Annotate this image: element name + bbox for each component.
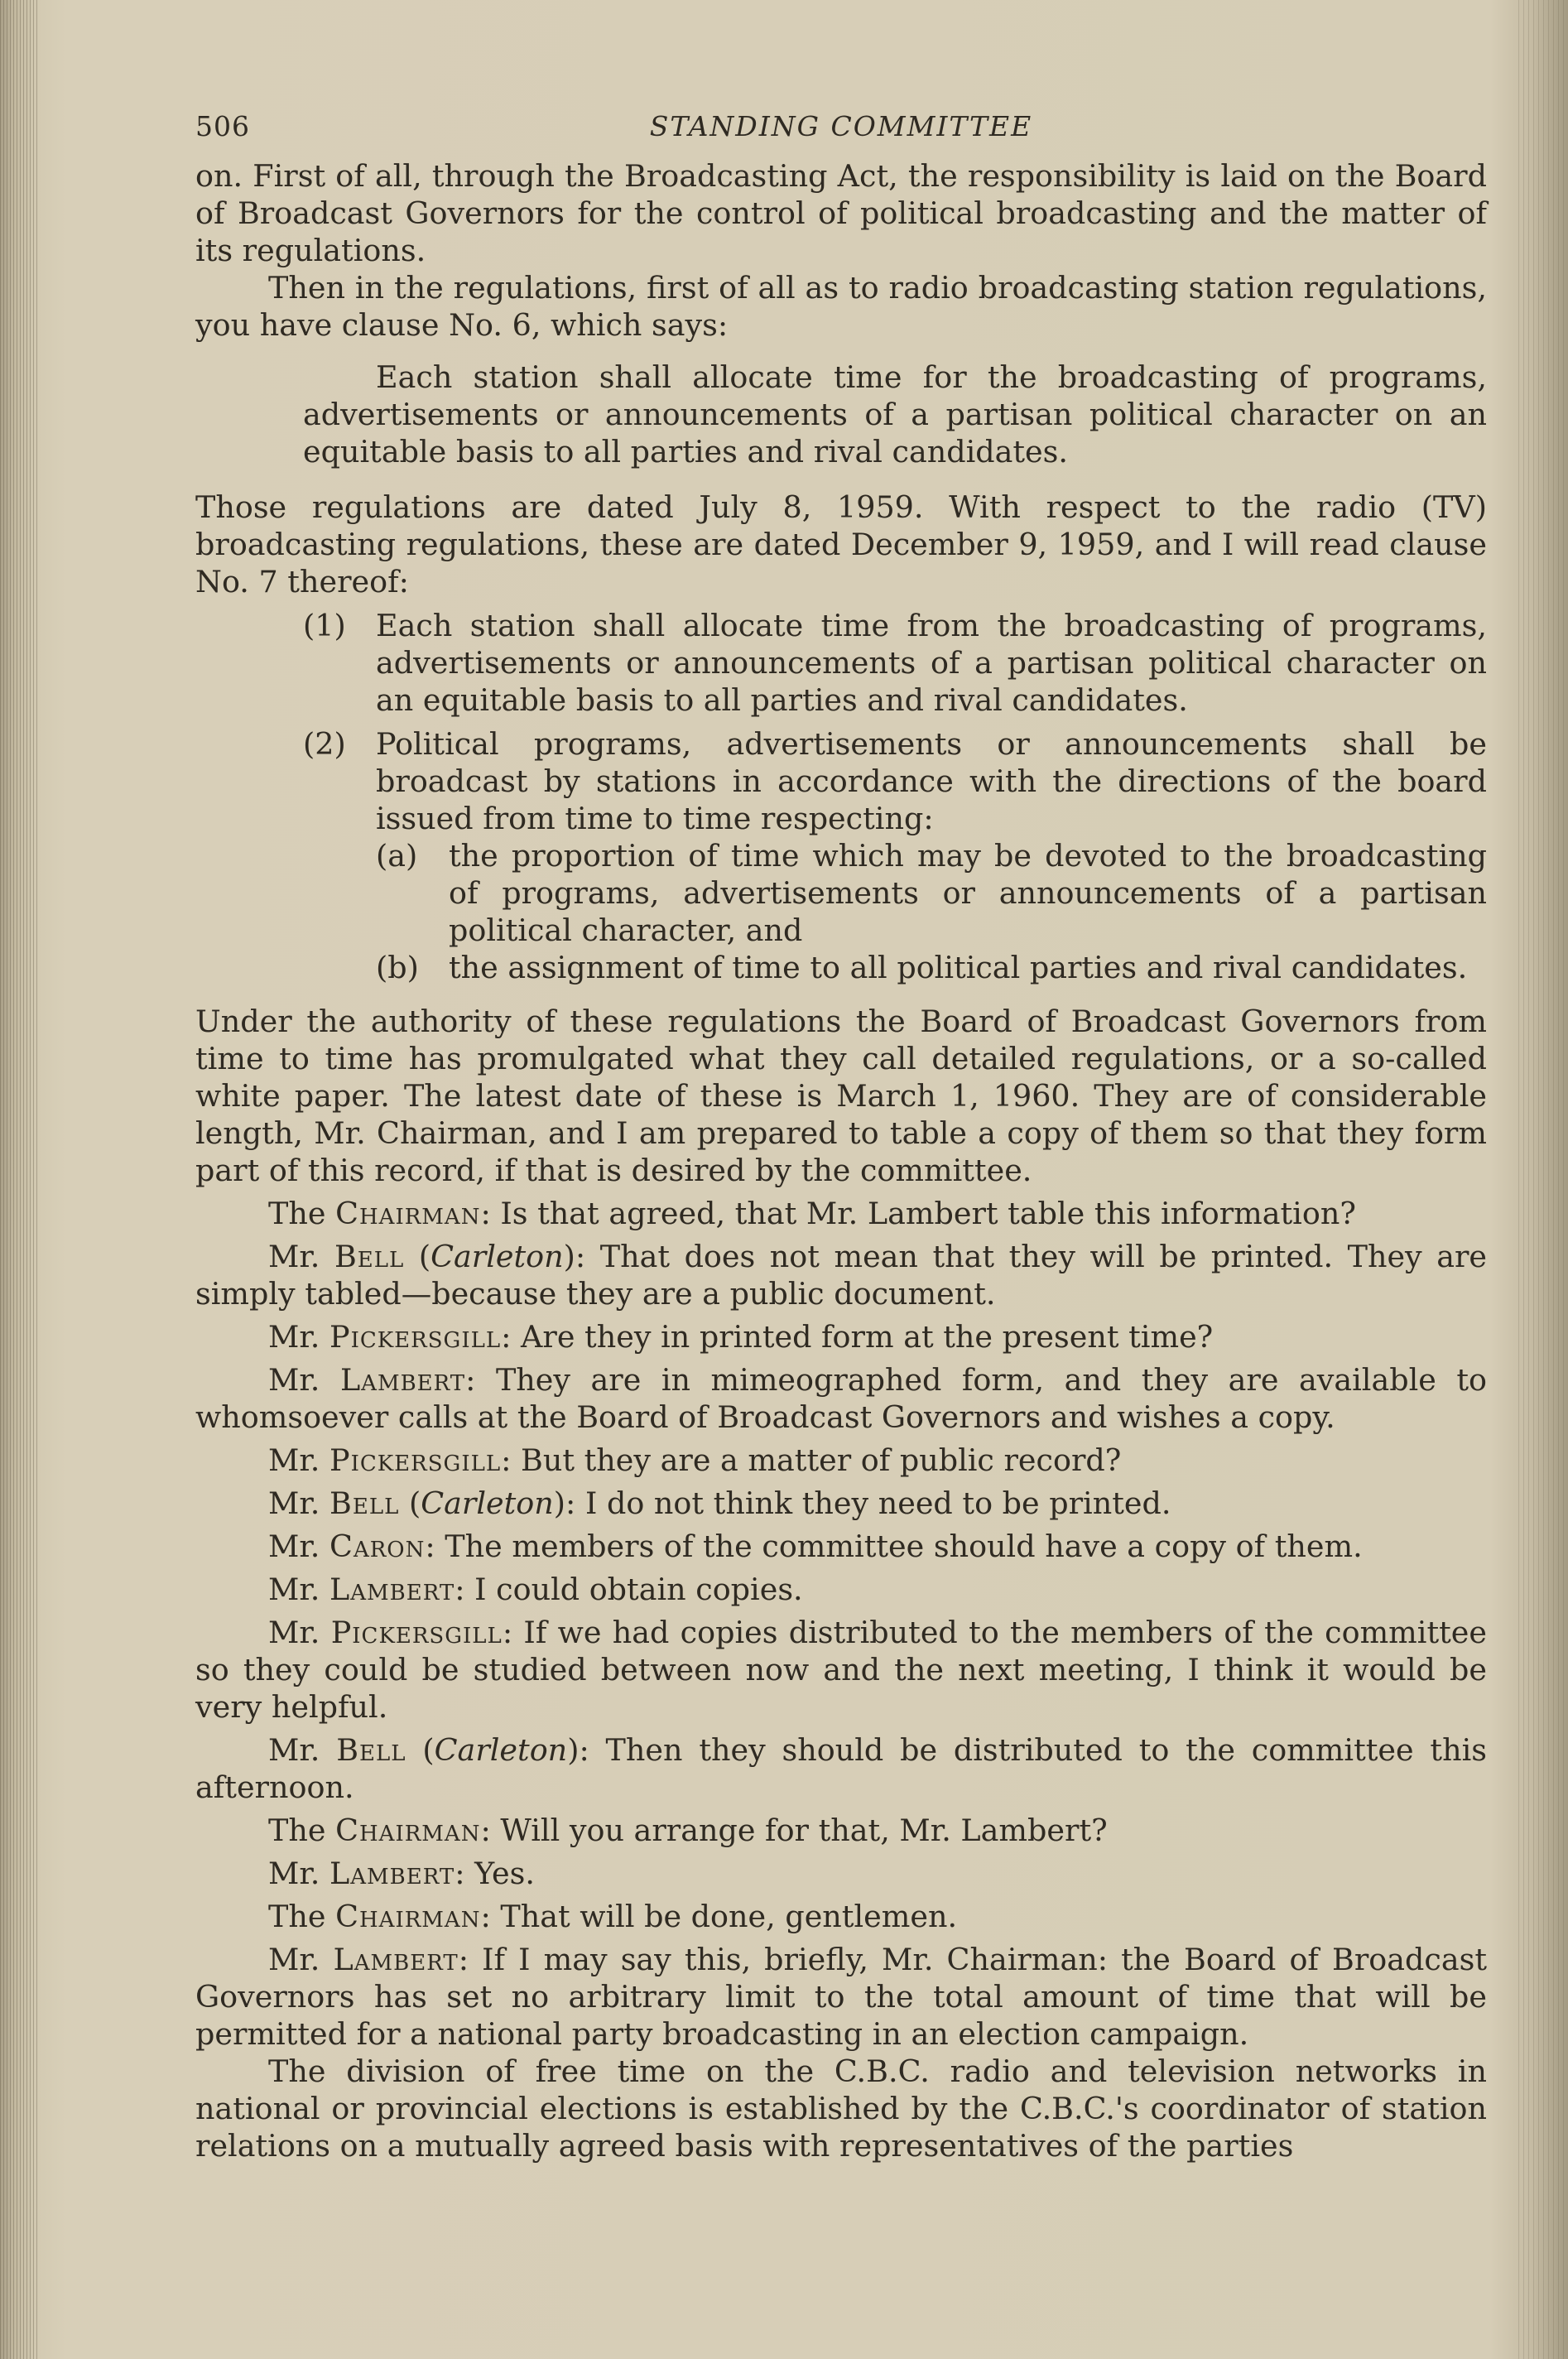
speech-paragraph: Mr. Lambert: Yes. [268,1856,535,1891]
speaker-title: Mr. [268,1615,320,1650]
clause-item [303,725,1487,837]
speech-paragraph: Mr. Bell (Carleton): Then they should be distributed to the committee this afternoon. [195,1732,1487,1805]
speech-paragraph: The Chairman: Will you arrange for that, Mr. Lambert? [268,1813,1108,1848]
speaker-title: Mr. [268,1319,320,1355]
speaker-title: Mr. [268,1485,320,1521]
page-content [195,108,1487,2164]
speech-paragraph: Mr. Pickersgill: But they are a matter of public record? [268,1442,1122,1478]
speech-text: But they are a matter of public record? [521,1442,1122,1478]
speech-paragraph: Mr. Pickersgill: If we had copies distributed to the members of the committee so they could be studied between now and the next meeting, I think it would be very helpful. [195,1615,1488,1725]
speaker-name: Chairman [335,1196,481,1231]
speech-text: Will you arrange for that, Mr. Lambert? [500,1813,1108,1848]
subclause-item [376,949,1487,986]
page-edge-right [1518,0,1568,2359]
speech-paragraph: Mr. Pickersgill: Are they in printed form at the present time? [268,1319,1214,1355]
clause-number: (2) [303,726,346,762]
speaker-riding: Carleton [434,1732,568,1768]
speaker-title: The [268,1196,326,1231]
paragraph-2: Then in the regulations, first of all as to radio broadcasting station regulations, you have clause No. 6, which says: [195,270,1487,343]
running-title: STANDING COMMITTEE [649,110,1033,142]
subclause-number: (b) [376,950,419,985]
speech-text: Yes. [474,1856,535,1891]
speaker-title: The [268,1813,326,1848]
speech-text: Then they should be distributed to the committee this afternoon. [195,1732,1487,1805]
speaker-riding: Carleton [430,1239,564,1274]
subclause-item [376,837,1487,949]
speaker-name: Lambert [329,1856,455,1891]
speech-text: That will be done, gentlemen. [500,1899,958,1934]
speaker-name: Bell [334,1239,405,1274]
speaker-name: Chairman [335,1813,481,1848]
speaker-name: Lambert [329,1572,455,1607]
speaker-title: Mr. [268,1732,320,1768]
block-quote-clause-6: Each station shall allocate time for the broadcasting of programs, advertisements or announcements of a partisan political character on an equitable basis to all parties and rival candidates. [303,359,1487,469]
running-header [195,108,1487,157]
speech-paragraph: The Chairman: That will be done, gentlemen. [268,1899,958,1934]
clause-list [195,607,1487,986]
paragraph-5: The division of free time on the C.B.C. radio and television networks in national or provincial elections is established by the C.B.C.'s coordinator of station relations on a mutually agreed basis with representatives of the parties [195,2053,1487,2164]
speech-text: Are they in printed form at the present time? [521,1319,1214,1355]
speech-paragraph: Mr. Bell (Carleton): I do not think they need to be printed. [268,1485,1171,1521]
clause-text: Each station shall allocate time from the broadcasting of programs, advertisements or announcements of a partisan political character on an equitable basis to all parties and rival candidates. [376,608,1487,718]
clause-item [303,607,1487,719]
speaker-title: Mr. [268,1529,320,1564]
subclause-text: the proportion of time which may be devoted to the broadcasting of programs, advertisements or announcements of a partisan political character, and [449,838,1487,948]
speaker-name: Bell [336,1732,406,1768]
speech-paragraph: Mr. Lambert: If I may say this, briefly, Mr. Chairman: the Board of Broadcast Governors has set no arbitrary limit to the total amount of time that will be permitted for a national party broadcasting in an election campaign. [195,1942,1487,2052]
speaker-title: Mr. [268,1239,320,1274]
speech-text: If I may say this, briefly, Mr. Chairman: the Board of Broadcast Governors has set no arbitrary limit to the total amount of time that will be permitted for a national party broadcasting in an election campaign. [195,1942,1487,2052]
speech-list [195,1195,1487,2053]
speaker-title: Mr. [268,1856,320,1891]
subclause-text: the assignment of time to all political parties and rival candidates. [449,950,1468,985]
speaker-riding: Carleton [421,1485,554,1521]
speech-text: I could obtain copies. [474,1572,803,1607]
speech-text: They are in mimeographed form, and they are available to whomsoever calls at the Board of Broadcast Governors and wishes a copy. [195,1362,1487,1435]
speaker-title: Mr. [268,1572,320,1607]
speaker-title: Mr. [268,1362,320,1398]
speech-paragraph: Mr. Bell (Carleton): That does not mean that they will be printed. They are simply tabled—because they are a public document. [195,1239,1488,1312]
page-edge-left [0,0,40,2359]
speech-paragraph: Mr. Caron: The members of the committee should have a copy of them. [268,1529,1363,1564]
speech-text: That does not mean that they will be printed. They are simply tabled—because they are a public document. [195,1239,1488,1312]
clause-text: Political programs, advertisements or announcements shall be broadcast by stations in accordance with the directions of the board issued from time to time respecting: [376,726,1487,836]
page-number: 506 [195,110,250,142]
paragraph-3: Those regulations are dated July 8, 1959. With respect to the radio (TV) broadcasting regulations, these are dated December 9, 1959, and I will read clause No. 7 thereof: [195,489,1487,599]
speaker-name: Caron [329,1529,426,1564]
speech-text: The members of the committee should have a copy of them. [445,1529,1363,1564]
subclause-number: (a) [376,838,418,874]
speaker-name: Chairman [335,1899,481,1934]
speech-text: If we had copies distributed to the members of the committee so they could be studied between now and the next meeting, I think it would be very helpful. [195,1615,1488,1725]
paragraph-1: on. First of all, through the Broadcasting Act, the responsibility is laid on the Board of Broadcast Governors for the control of political broadcasting and the matter of its regulations. [195,158,1487,268]
speaker-name: Pickersgill [329,1442,502,1478]
speech-text: I do not think they need to be printed. [584,1485,1171,1521]
speaker-name: Lambert [333,1942,459,1977]
speaker-name: Pickersgill [330,1615,503,1650]
speaker-title: Mr. [268,1942,320,1977]
speaker-title: The [268,1899,326,1934]
speaker-name: Pickersgill [329,1319,502,1355]
clause-number: (1) [303,608,346,643]
speech-paragraph: Mr. Lambert: They are in mimeographed form, and they are available to whomsoever calls at the Board of Broadcast Governors and wishes a copy. [195,1362,1487,1435]
speech-paragraph: Mr. Lambert: I could obtain copies. [268,1572,803,1607]
speech-text: Is that agreed, that Mr. Lambert table this information? [500,1196,1356,1231]
speaker-title: Mr. [268,1442,320,1478]
speaker-name: Lambert [339,1362,466,1398]
speech-paragraph: The Chairman: Is that agreed, that Mr. Lambert table this information? [268,1196,1356,1231]
paragraph-4: Under the authority of these regulations the Board of Broadcast Governors from time to time has promulgated what they call detailed regulations, or a so-called white paper. The latest date of these is March 1, 1960. They are of considerable length, Mr. Chairman, and I am prepared to table a copy of them so that they form part of this record, if that is desired by the committee. [195,1004,1487,1188]
speaker-name: Bell [329,1485,400,1521]
